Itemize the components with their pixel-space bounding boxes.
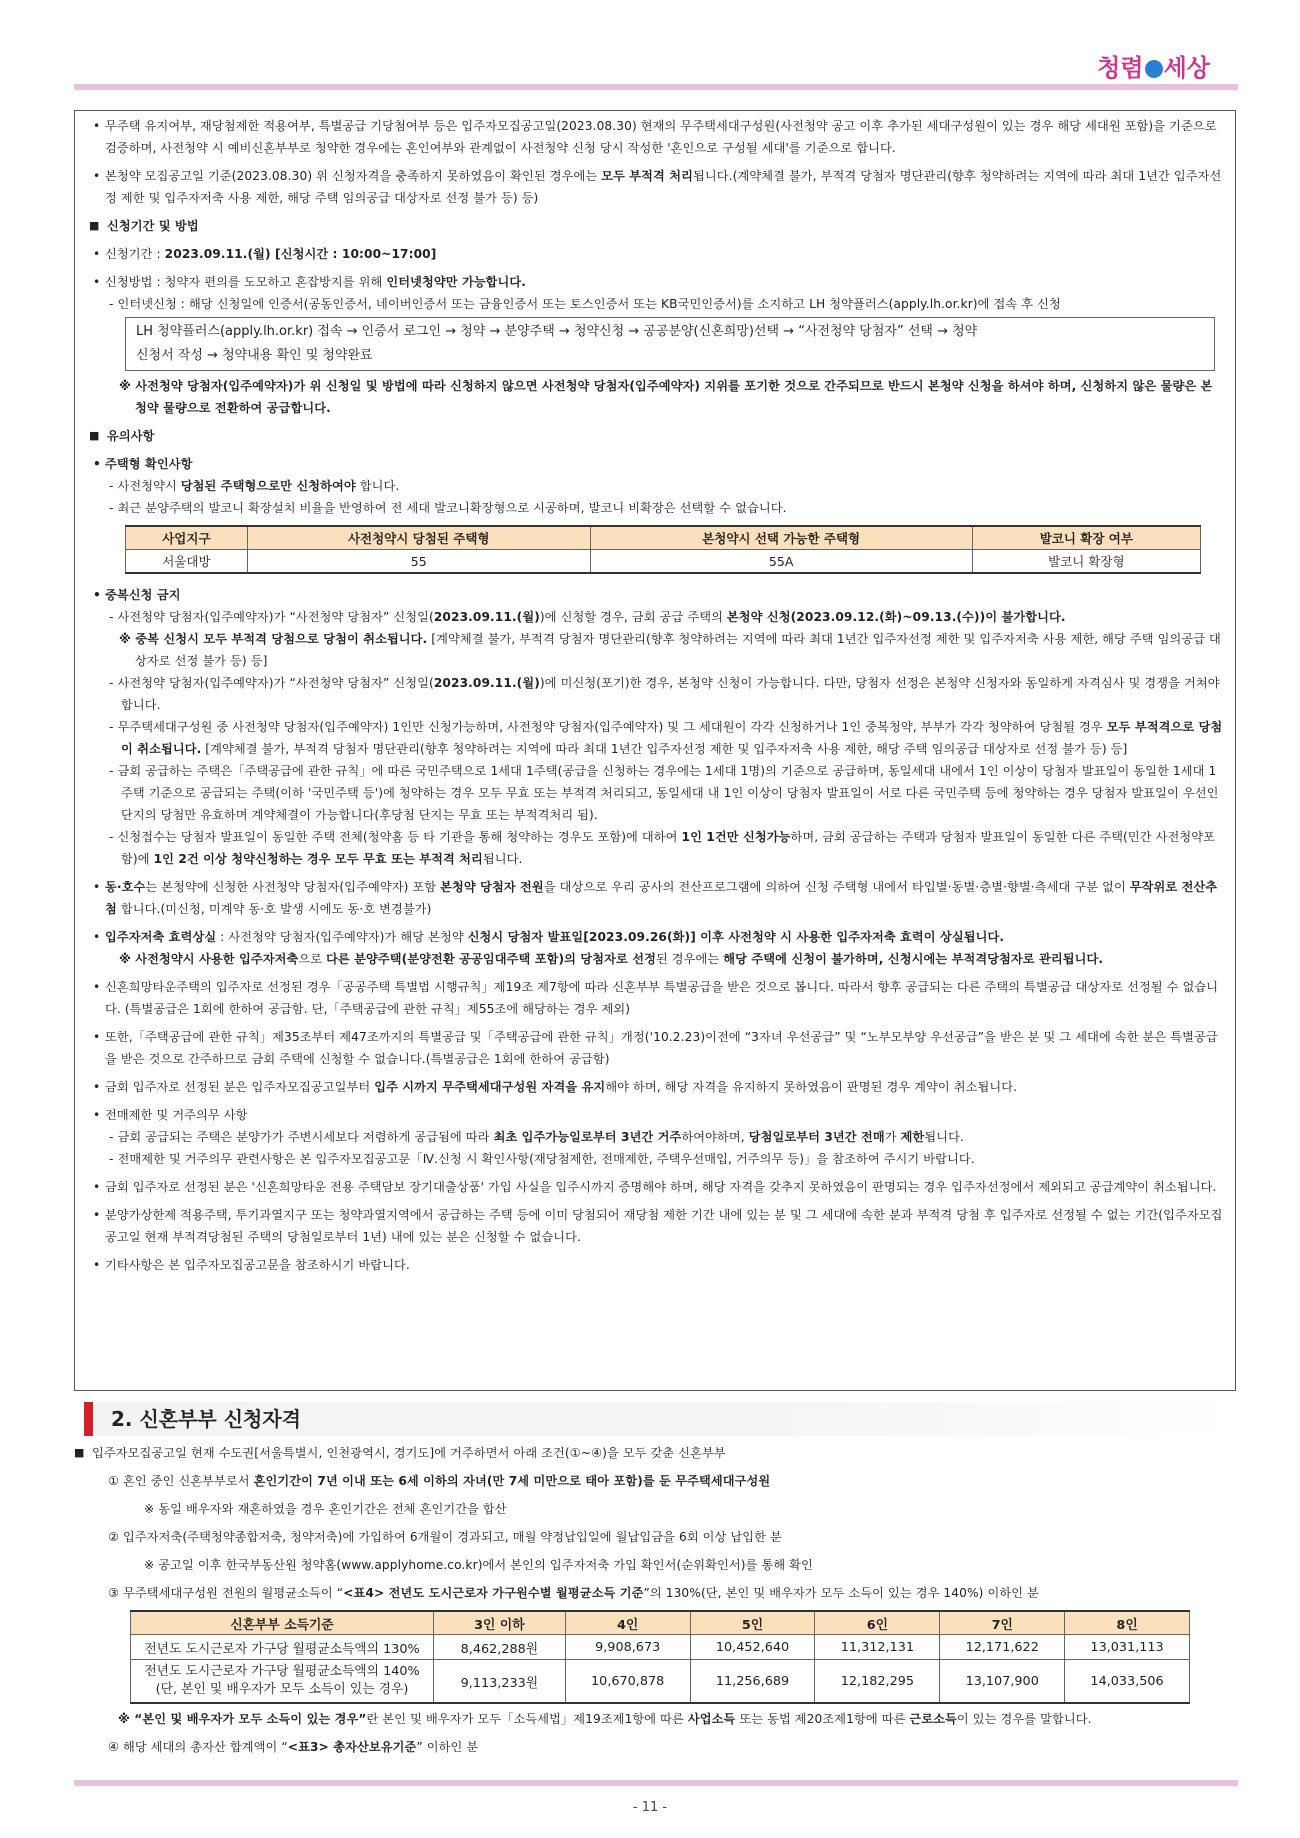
savings-expiry-note: ※ 사전청약시 사용한 입주자저축으로 다른 분양주택(분양전환 공공임대주택 포함)의 당첨자로 선정된 경우에는 해당 주택에 신청이 불가하며, 신청시에는 부적격당첨자로 관리됩니다.	[119, 952, 1104, 966]
table-header: 사전청약시 당첨된 주택형	[247, 526, 590, 550]
logo	[1097, 48, 1210, 83]
section-title: 2. 신혼부부 신청자격	[84, 1402, 1236, 1436]
duplicate-note-2: - 사전청약 당첨자(입주예약자)가 “사전청약 당첨자” 신청일(2023.09.11.(월))에 미신청(포기)한 경우, 본청약 신청이 가능합니다. 다만, 당첨자 선정은 본청약 신청자와 동일하게 자격심사 및 경쟁을 거쳐야 합니다.	[109, 676, 1220, 712]
table-cell: 55	[247, 550, 590, 574]
row-label: 전년도 도시근로자 가구당 월평균소득액의 140% (단, 본인 및 배우자가 모두 소득이 있는 경우)	[131, 1660, 434, 1704]
housing-type-title: • 주택형 확인사항	[89, 453, 1223, 475]
resale-note-2: - 전매제한 및 거주의무 관련사항은 본 입주자모집공고문「Ⅳ.신청 시 확인사항(재당첨제한, 전매제한, 주택우선매입, 거주의무 등)」을 참조하여 주시기 바랍니다.	[109, 1152, 975, 1166]
bullet-verification: • 무주택 유지여부, 재당첨제한 적용여부, 특별공급 기당첨여부 등은 입주자모집공고일(2023.08.30) 현재의 무주택세대구성원(사전청약 공고 이후 추가된 세대구성원이 있는 경우 해당 세대원 포함)을 기준으로 검증하며, 사전청약 시 예비신혼부부로 청약한 경우에는 혼인여부와 관계없이 사전청약 신청 당시 작성한 '혼인으로 구성될 세대'를 기준으로 합니다.	[89, 115, 1223, 159]
table-cell: 10,452,640	[690, 1635, 815, 1660]
apply-warning: ※ 사전청약 당첨자(입주예약자)가 위 신청일 및 방법에 따라 신청하지 않으면 사전청약 당첨자(입주예약자) 지위를 포기한 것으로 간주되므로 반드시 본청약 신청을 하셔야 하며, 신청하지 않은 물량은 본청약 물량으로 전환하여 공급합니다.	[119, 379, 1213, 415]
table-cell: 11,312,131	[815, 1635, 940, 1660]
condition-3: ③ 무주택세대구성원 전원의 월평균소득이 “<표4> 전년도 도시근로자 가구원수별 월평균소득 기준”의 130%(단, 본인 및 배우자가 모두 소득이 있는 경우 140%) 이하인 분	[108, 1586, 1039, 1600]
notice-priority-supply: • 또한,「주택공급에 관한 규칙」제35조부터 제47조까지의 특별공급 및「주택공급에 관한 규칙」개정('10.2.23)이전에 “3자녀 우선공급” 및 “노부모부양 우선공급”을 받은 분 및 그 세대에 속한 분은 특별공급을 받은 것으로 간주하므로 금회 주택에 신청할 수 없습니다.(특별공급은 1회에 한하여 공급함)	[89, 1026, 1223, 1070]
table-cell: 11,256,689	[690, 1660, 815, 1704]
table-header: 신혼부부 소득기준	[131, 1611, 434, 1635]
top-divider	[74, 84, 1238, 90]
procedure-box	[125, 317, 1215, 371]
duplicate-note-4: - 금회 공급하는 주택은「주택공급에 관한 규칙」에 따른 국민주택으로 1세대 1주택(공급을 신청하는 경우에는 1세대 1명)의 기준으로 공급하며, 동일세대 내에서 1인 이상이 당첨자 발표일이 동일한 1세대 1주택 기준으로 공급되는 주택(이하 '국민주택 등')에 청약하는 경우 모두 무효 또는 부적격 처리되고, 동일세대 내 1인 이상이 당첨자 발표일이 서로 다른 국민주택 등에 청약하는 경우 당첨자 발표일이 우선인 단지의 당첨만 유효하며 계약체결이 가능합니다(후당첨 단지는 무효 또는 부적격처리 됨).	[109, 764, 1219, 822]
table-cell: 12,182,295	[815, 1660, 940, 1704]
housing-type-table	[125, 525, 1201, 574]
procedure-line-2: 신청서 작성 → 청약내용 확인 및 청약완료	[136, 348, 373, 363]
table-cell: 8,462,288원	[434, 1635, 566, 1660]
eligibility-intro: ■ 입주자모집공고일 현재 수도권[서울특별시, 인천광역시, 경기도]에 거주하면서 아래 조건(①~④)을 모두 갖춘 신혼부부	[74, 1442, 1236, 1464]
condition-4: ④ 해당 세대의 총자산 합계액이 “<표3> 총자산보유기준” 이하인 분	[108, 1740, 479, 1754]
logo-text-left: 청렴	[1097, 54, 1144, 82]
duplicate-note-1-sub: ※ 중복 신청시 모두 부적격 당첨으로 당첨이 취소됩니다. [계약체결 불가, 부적격 당첨자 명단관리(향후 청약하려는 지역에 따라 최대 1년간 입주자선정 제한 및 입주자저축 사용 제한, 해당 주택 임의공급 대상자로 선정 불가 등) 등]	[119, 632, 1221, 668]
table-header: 사업지구	[126, 526, 248, 550]
table-cell: 서울대방	[126, 550, 248, 574]
page-number: - 11 -	[632, 1800, 668, 1815]
table-cell: 13,031,113	[1065, 1635, 1190, 1660]
apply-method: • 신청방법 : 청약자 편의를 도모하고 혼잡방지를 위해 인터넷청약만 가능합니다.	[89, 271, 1223, 293]
bullet-ineligible: • 본청약 모집공고일 기준(2023.08.30) 위 신청자격을 충족하지 못하였음이 확인된 경우에는 모두 부적격 처리됩니다.(계약체결 불가, 부적격 당첨자 명단관리(향후 청약하려는 지역에 따라 최대 1년간 입주자선정 제한 및 입주자저축 사용 제한, 해당 주택 임의공급 대상자로 선정 불가 등) 등)	[89, 165, 1223, 209]
notice-other: • 기타사항은 본 입주자모집공고문을 참조하시기 바랍니다.	[89, 1254, 1223, 1276]
procedure-line-1: LH 청약플러스(apply.lh.or.kr) 접속 → 인증서 로그인 → 청약 → 분양주택 → 청약신청 → 공공분양(신혼희망)선택 → “사전청약 당첨자” 선택 → 청약	[136, 324, 978, 339]
notice-loan: • 금회 입주자로 선정된 분은 '신혼희망타운 전용 주택담보 장기대출상품' 가입 사실을 입주시까지 증명해야 하며, 해당 자격을 갖추지 못하였음이 판명되는 경우 입주자선정에서 제외되고 공급계약이 취소됩니다.	[89, 1176, 1223, 1198]
duplicate-note-1: - 사전청약 당첨자(입주예약자)가 “사전청약 당첨자” 신청일(2023.09.11.(월))에 신청할 경우, 금회 공급 주택의 본청약 신청(2023.09.12.(화)~09.13.(수))이 불가합니다.	[109, 610, 1066, 624]
duplicate-note-3: - 무주택세대구성원 중 사전청약 당첨자(입주예약자) 1인만 신청가능하며, 사전청약 당첨자(입주예약자) 및 그 세대원이 각각 신청하거나 1인 중복청약, 부부가 각각 청약하여 당첨될 경우 모두 부적격으로 당첨이 취소됩니다. [계약체결 불가, 부적격 당첨자 명단관리(향후 청약하려는 지역에 따라 최대 1년간 입주자선정 제한 및 입주자저축 사용 제한, 해당 주택 임의공급 대상자로 선정 불가 등) 등]	[109, 720, 1223, 756]
condition-2-note: ※ 공고일 이후 한국부동산원 청약홈(www.applyhome.co.kr)에서 본인의 입주자저축 가입 확인서(순위확인서)를 통해 확인	[144, 1558, 813, 1572]
table-cell: 13,107,900	[940, 1660, 1065, 1704]
logo-text-right: 세상	[1163, 54, 1210, 82]
heading-apply: ■ 신청기간 및 방법	[89, 215, 1223, 237]
income-table	[130, 1610, 1190, 1704]
table-cell: 9,908,673	[565, 1635, 690, 1660]
duplicate-title: • 중복신청 금지	[89, 584, 1223, 606]
table-header: 6인	[815, 1611, 940, 1635]
table-header: 4인	[565, 1611, 690, 1635]
heading-notice: ■ 유의사항	[89, 425, 1223, 447]
condition-3-note: ※ “본인 및 배우자가 모두 소득이 있는 경우”란 본인 및 배우자가 모두「소득세법」제19조제1항에 따른 사업소득 또는 동법 제20조제1항에 따른 근로소득이 있는 경우를 말합니다.	[118, 1712, 1092, 1726]
condition-1-note: ※ 동일 배우자와 재혼하였을 경우 혼인기간은 전체 혼인기간을 합산	[144, 1502, 507, 1516]
bottom-divider	[74, 1780, 1238, 1786]
row-label: 전년도 도시근로자 가구당 월평균소득액의 130%	[131, 1635, 434, 1660]
notice-rewin-limit: • 분양가상한제 적용주택, 투기과열지구 또는 청약과열지역에서 공급하는 주택 등에 이미 당첨되어 재당첨 제한 기간 내에 있는 분 및 그 세대에 속한 분과 부적격 당첨 후 입주자로 선정될 수 없는 기간(입주자모집공고일 현재 부적격당첨된 주택의 당첨일로부터 1년) 내에 있는 분은 신청할 수 없습니다.	[89, 1204, 1223, 1248]
condition-2: ② 입주자저축(주택청약종합저축, 청약저축)에 가입하여 6개월이 경과되고, 매월 약정납입일에 월납입금을 6회 이상 납입한 분	[108, 1530, 782, 1544]
table-cell: 55A	[590, 550, 972, 574]
housing-note-2: - 최근 분양주택의 발코니 확장설치 비율을 반영하여 전 세대 발코니확장형으로 시공하며, 발코니 비확장은 선택할 수 없습니다.	[109, 501, 787, 515]
logo-globe-icon	[1145, 60, 1163, 78]
unit-assignment: • 동·호수는 본청약에 신청한 사전청약 당첨자(입주예약자) 포함 본청약 당첨자 전원을 대상으로 우리 공사의 전산프로그램에 의하여 신청 주택형 내에서 타입별·동별·층별·향별·측세대 구분 없이 무작위로 전산추첨 합니다.(미신청, 미계약 동·호 발생 시에도 동·호 변경불가)	[89, 876, 1223, 920]
table-cell: 발코니 확장형	[972, 550, 1200, 574]
notice-special-supply: • 신혼희망타운주택의 입주자로 선정된 경우「공공주택 특별법 시행규칙」제19조 제7항에 따라 신혼부부 특별공급을 받은 것으로 봅니다. 따라서 향후 공급되는 다른 주택의 특별공급 대상자로 선정될 수 없습니다. (특별공급은 1회에 한하여 공급함. 단,「주택공급에 관한 규칙」제55조에 해당하는 경우 제외)	[89, 976, 1223, 1020]
resale-title: • 전매제한 및 거주의무 사항	[89, 1104, 1223, 1126]
table-cell: 9,113,233원	[434, 1660, 566, 1704]
content-box	[74, 110, 1236, 1391]
resale-note-1: - 금회 공급되는 주택은 분양가가 주변시세보다 저렴하게 공급됨에 따라 최초 입주가능일로부터 3년간 거주하여야하며, 당첨일로부터 3년간 전매가 제한됩니다.	[109, 1130, 964, 1144]
condition-1: ① 혼인 중인 신혼부부로서 혼인기간이 7년 이내 또는 6세 이하의 자녀(만 7세 미만으로 태아 포함)를 둔 무주택세대구성원	[108, 1474, 771, 1488]
table-header: 본청약시 선택 가능한 주택형	[590, 526, 972, 550]
apply-internet: - 인터넷신청 : 해당 신청일에 인증서(공동인증서, 네이버인증서 또는 금융인증서 또는 토스인증서 또는 KB국민인증서)를 소지하고 LH 청약플러스(apply.lh.or.kr)에 접속 후 신청	[109, 297, 1061, 311]
table-cell: 10,670,878	[565, 1660, 690, 1704]
duplicate-note-5: - 신청접수는 당첨자 발표일이 동일한 주택 전체(청약홈 등 타 기관을 통해 청약하는 경우도 포함)에 대하여 1인 1건만 신청가능하며, 금회 공급하는 주택과 당첨자 발표일이 동일한 다른 주택(민간 사전청약포함)에 1인 2건 이상 청약신청하는 경우 모두 무효 또는 부적격 처리됩니다.	[109, 830, 1216, 866]
apply-period: • 신청기간 : 2023.09.11.(월) [신청시간 : 10:00~17:00]	[89, 243, 1223, 265]
table-header: 8인	[1065, 1611, 1190, 1635]
table-cell: 14,033,506	[1065, 1660, 1190, 1704]
section-newlyweds	[74, 1402, 1236, 1758]
notice-maintain-status: • 금회 입주자로 선정된 분은 입주자모집공고일부터 입주 시까지 무주택세대구성원 자격을 유지해야 하며, 해당 자격을 유지하지 못하였음이 판명된 경우 계약이 취소됩니다.	[89, 1076, 1223, 1098]
table-header: 7인	[940, 1611, 1065, 1635]
table-header: 3인 이하	[434, 1611, 566, 1635]
table-header: 발코니 확장 여부	[972, 526, 1200, 550]
savings-expiry: • 입주자저축 효력상실 : 사전청약 당첨자(입주예약자)가 해당 본청약 신청시 당첨자 발표일[2023.09.26(화)] 이후 사전청약 시 사용한 입주자저축 효력이 상실됩니다.	[89, 926, 1223, 948]
housing-note-1: - 사전청약시 당첨된 주택형으로만 신청하여야 합니다.	[109, 479, 400, 493]
table-cell: 12,171,622	[940, 1635, 1065, 1660]
table-header: 5인	[690, 1611, 815, 1635]
